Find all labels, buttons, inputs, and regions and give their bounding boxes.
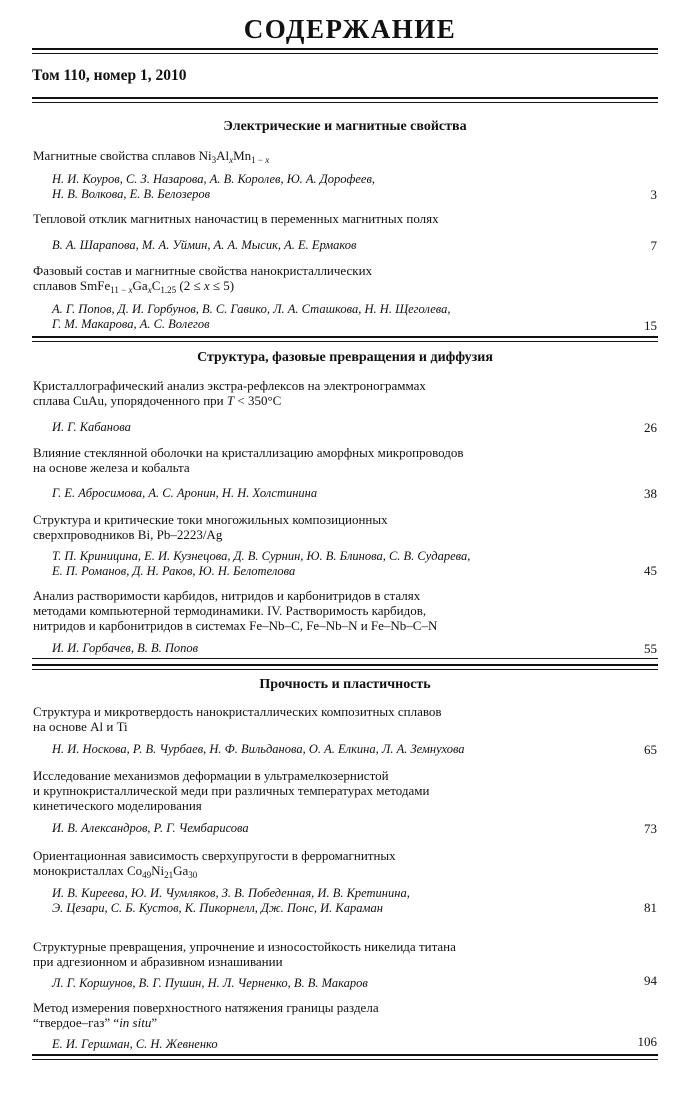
- page-number: 65: [644, 742, 657, 757]
- author-line: Э. Цезари, С. Б. Кустов, К. Пикорнелл, Дж. Понс, И. Караман: [52, 901, 383, 915]
- article-title: [33, 939, 553, 969]
- article-authors: [52, 238, 572, 253]
- article-title: [33, 1000, 553, 1030]
- page-number: 3: [650, 187, 657, 202]
- page-number: 45: [644, 563, 657, 578]
- article-title: [33, 263, 553, 293]
- title-line: при адгезионном и абразивном изнашивании: [33, 954, 283, 969]
- article-title: [33, 378, 553, 408]
- article-authors: [52, 976, 572, 991]
- article-title: [33, 704, 553, 734]
- article-authors: [52, 420, 572, 435]
- section-heading: Прочность и пластичность: [259, 677, 431, 692]
- title-line: монокристаллах $Co_{49}Ni_{21}Ga_{30}$: [33, 863, 198, 880]
- bottom-rule: [32, 1054, 658, 1060]
- title-line: и крупнокристаллической меди при различных температурах методами: [33, 783, 430, 798]
- author-line: И. В. Александров, Р. Г. Чембарисова: [52, 821, 249, 835]
- title-line: Структура и микротвердость нанокристаллических композитных сплавов: [33, 704, 442, 719]
- author-line: Т. П. Криницина, Е. И. Кузнецова, Д. В. Сурнин, Ю. В. Блинова, С. В. Сударева,: [52, 549, 471, 563]
- author-line: Г. Е. Абросимова, А. С. Аронин, Н. Н. Холстинина: [52, 486, 318, 500]
- title-line: Кристаллографический анализ экстра-рефлексов на электронограммах: [33, 378, 426, 393]
- title-line: Структура и критические токи многожильных композиционных: [33, 512, 388, 527]
- page-number: 73: [644, 821, 657, 836]
- section-rule: [32, 664, 658, 670]
- author-line: Н. В. Волкова, Е. В. Белозеров: [52, 187, 211, 201]
- title-line: на основе железа и кобальта: [33, 460, 190, 475]
- article-authors: [52, 742, 572, 757]
- section-heading: Электрические и магнитные свойства: [223, 119, 467, 134]
- author-line: Н. И. Носкова, Р. В. Чурбаев, Н. Ф. Вильданова, О. А. Елкина, Л. А. Земнухова: [52, 742, 465, 756]
- title-line: нитридов и карбонитридов в системах Fe–Nb–C, Fe–Nb–N и Fe–Nb–C–N: [33, 618, 438, 633]
- title-line: Структурные превращения, упрочнение и износостойкость никелида титана: [33, 939, 456, 954]
- title-line: Фазовый состав и магнитные свойства нанокристаллических: [33, 263, 373, 278]
- title-rule: [32, 48, 658, 54]
- author-line: В. А. Шарапова, М. А. Уймин, А. А. Мысик, А. Е. Ермаков: [52, 238, 357, 252]
- article-title: [33, 848, 553, 878]
- issue-rule: [32, 97, 658, 103]
- author-line: Е. П. Романов, Д. Н. Раков, Ю. Н. Белотелова: [52, 564, 296, 578]
- title-line: Исследование механизмов деформации в ультрамелкозернистой: [33, 768, 389, 783]
- title-line: “твердое–газ” “in situ”: [33, 1015, 158, 1030]
- title-line: Ориентационная зависимость сверхупругости в ферромагнитных: [33, 848, 396, 863]
- article-authors: [52, 549, 572, 579]
- article-title: Магнитные свойства сплавов $Ni_3Al_xMn_{1 - x}$: [33, 148, 270, 165]
- issue-label: Том 110, номер 1, 2010: [32, 67, 187, 84]
- article-authors: [52, 172, 572, 202]
- article-title: [33, 768, 553, 813]
- title-line: сплава CuAu, упорядоченного при T < 350°C: [33, 393, 282, 408]
- author-line: А. Г. Попов, Д. И. Горбунов, В. С. Гавико, Л. А. Сташкова, Н. Н. Щеголева,: [52, 302, 451, 316]
- article-authors: [52, 1037, 572, 1052]
- author-line: Л. Г. Коршунов, В. Г. Пушин, Н. Л. Черненко, В. В. Макаров: [52, 976, 368, 990]
- article-title: Тепловой отклик магнитных наночастиц в переменных магнитных полях: [33, 211, 439, 226]
- page-number: 26: [644, 420, 657, 435]
- page-number: 7: [650, 238, 657, 253]
- page-number: 106: [637, 1034, 657, 1049]
- title-line: сверхпроводников Bi, Pb–2223/Ag: [33, 527, 223, 542]
- page-number: 15: [644, 318, 657, 333]
- article-authors: [52, 886, 572, 916]
- title-line: сплавов $SmFe_{11 - x}Ga_xC_{1.25}$ (2 ≤ x ≤ 5): [33, 278, 235, 295]
- section-heading: Структура, фазовые превращения и диффузия: [197, 350, 493, 365]
- article-authors: [52, 641, 572, 656]
- page-title: СОДЕРЖАНИЕ: [243, 14, 457, 44]
- title-line: Влияние стеклянной оболочки на кристаллизацию аморфных микропроводов: [33, 445, 464, 460]
- author-line: Е. И. Гершман, С. Н. Жевненко: [52, 1037, 218, 1051]
- article-authors: [52, 821, 572, 836]
- article-authors: [52, 486, 572, 501]
- title-line: Анализ растворимости карбидов, нитридов и карбонитридов в сталях: [33, 588, 421, 603]
- page-number: 81: [644, 900, 657, 915]
- author-line: Г. М. Макарова, А. С. Волегов: [52, 317, 210, 331]
- article-title: [33, 512, 553, 542]
- title-line: Метод измерения поверхностного натяжения границы раздела: [33, 1000, 379, 1015]
- page-number: 94: [644, 973, 657, 988]
- article-title: [33, 588, 553, 633]
- author-line: Н. И. Коуров, С. З. Назарова, А. В. Королев, Ю. А. Дорофеев,: [52, 172, 375, 186]
- page-number: 38: [644, 486, 657, 501]
- title-line: методами компьютерной термодинамики. IV. Растворимость карбидов,: [33, 603, 427, 618]
- page-number: 55: [644, 641, 657, 656]
- author-line: И. Г. Кабанова: [52, 420, 131, 434]
- author-line: И. В. Киреева, Ю. И. Чумляков, З. В. Победенная, И. В. Кретинина,: [52, 886, 410, 900]
- section-rule: [32, 336, 658, 342]
- section-rule: [32, 658, 658, 659]
- title-line: кинетического моделирования: [33, 798, 202, 813]
- article-authors: [52, 302, 572, 332]
- author-line: И. И. Горбачев, В. В. Попов: [52, 641, 199, 655]
- title-line: на основе Al и Ti: [33, 719, 128, 734]
- article-title: [33, 445, 553, 475]
